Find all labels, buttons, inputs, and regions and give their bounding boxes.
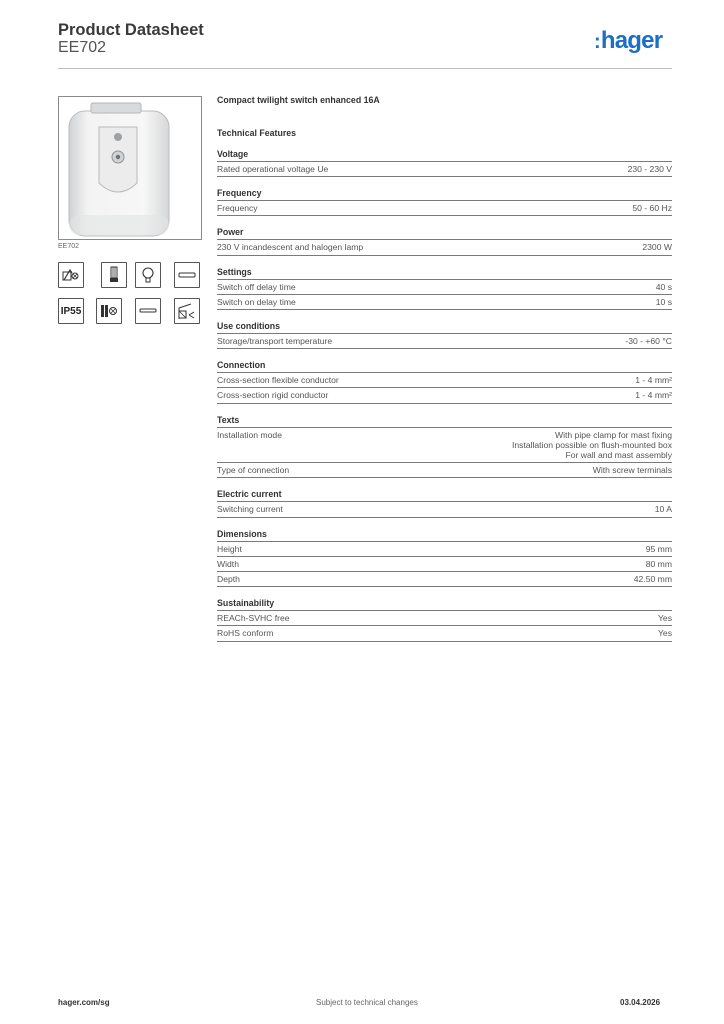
spec-group-title: Sustainability — [217, 598, 275, 609]
spec-row — [217, 372, 672, 387]
spec-group — [217, 149, 672, 177]
spec-group — [217, 188, 672, 216]
spec-group — [217, 360, 672, 403]
ip55-label: IP55 — [60, 305, 82, 317]
spec-value: 10 A — [654, 504, 672, 515]
spec-label: Installation mode — [217, 429, 282, 440]
spec-group-title: Settings — [217, 266, 252, 277]
footer-notice: Subject to technical changes — [316, 998, 418, 1007]
spec-groups — [217, 149, 672, 642]
features-title: Technical Features — [217, 128, 297, 138]
spec-label: Cross-section flexible conductor — [217, 375, 339, 386]
spec-value: 80 mm — [645, 558, 672, 569]
halogen-icon — [96, 298, 122, 324]
spec-group — [217, 598, 672, 641]
spec-value: 95 mm — [645, 543, 672, 554]
spec-value: With screw terminals — [592, 465, 672, 476]
spec-row — [217, 501, 672, 517]
spec-group — [217, 227, 672, 255]
page-title: Product Datasheet — [58, 21, 204, 39]
spec-row — [217, 333, 672, 349]
spec-row — [217, 200, 672, 216]
spec-group-title: Use conditions — [217, 321, 281, 332]
spec-value: Yes — [657, 613, 672, 624]
spec-value: Yes — [657, 628, 672, 639]
spec-row — [217, 625, 672, 641]
spec-row — [217, 556, 672, 571]
spec-value: With pipe clamp for mast fixing Installation possible on flush-mounted box For wall and mast assembly — [511, 429, 672, 461]
spec-group — [217, 267, 672, 310]
spec-value: 2300 W — [642, 242, 672, 253]
spec-label: Storage/transport temperature — [217, 336, 333, 347]
led-tube-icon — [135, 298, 161, 324]
tube-lamp-icon — [174, 262, 200, 288]
spec-label: Depth — [217, 574, 240, 585]
spec-label: Switch off delay time — [217, 281, 296, 292]
spec-group-title: Frequency — [217, 188, 262, 199]
footer-website[interactable]: hager.com/sg — [58, 998, 110, 1007]
spec-label: Width — [217, 558, 239, 569]
hager-logo — [594, 27, 662, 55]
spec-row — [217, 239, 672, 255]
spec-row — [217, 571, 672, 587]
spec-label: Height — [217, 543, 242, 554]
spec-row — [217, 161, 672, 177]
product-description: Compact twilight switch enhanced 16A — [217, 95, 380, 105]
spec-group-title: Dimensions — [217, 528, 267, 539]
spec-group-title: Electric current — [217, 489, 282, 500]
light-sensor-icon — [58, 262, 84, 288]
spec-row — [217, 541, 672, 556]
product-image — [58, 96, 202, 240]
spec-value: 1 - 4 mm² — [635, 375, 672, 386]
spec-label: Type of connection — [217, 465, 290, 476]
spec-label: Rated operational voltage Ue — [217, 164, 329, 174]
footer-date: 03.04.2026 — [620, 998, 661, 1007]
spec-group — [217, 321, 672, 349]
spec-label: 230 V incandescent and halogen lamp — [217, 242, 364, 253]
spec-value: 1 - 4 mm² — [635, 390, 672, 401]
spec-value: 40 s — [655, 281, 672, 292]
spec-row — [217, 427, 672, 463]
spec-group-title: Texts — [217, 414, 240, 425]
spec-value: 42.50 mm — [633, 574, 672, 585]
spec-row — [217, 387, 672, 403]
spec-group — [217, 529, 672, 588]
product-code: EE702 — [58, 39, 107, 56]
logo-prefix: : — [594, 31, 600, 53]
fluorescent-lamp-icon — [101, 262, 127, 288]
spec-group — [217, 489, 672, 517]
spec-row — [217, 610, 672, 625]
spec-label: REACh-SVHC free — [217, 613, 290, 624]
spec-label: Switching current — [217, 504, 283, 515]
spec-label: Cross-section rigid conductor — [217, 390, 329, 401]
bulb-icon — [135, 262, 161, 288]
spec-content — [217, 95, 672, 642]
image-caption: EE702 — [58, 243, 80, 250]
spec-row — [217, 294, 672, 310]
spec-group-title: Voltage — [217, 149, 249, 159]
spec-label: Frequency — [217, 203, 258, 214]
spec-label: RoHS conform — [217, 628, 274, 639]
logo-text: hager — [600, 27, 663, 54]
spec-group-title: Connection — [217, 360, 266, 371]
mounting-icon — [174, 298, 200, 324]
ip55-icon — [58, 298, 84, 324]
spec-value: -30 - +60 °C — [625, 336, 672, 347]
spec-value: 10 s — [655, 296, 672, 307]
spec-row — [217, 462, 672, 478]
product-photo-icon — [59, 97, 201, 239]
spec-value: 230 - 230 V — [627, 164, 672, 174]
spec-row — [217, 279, 672, 294]
spec-label: Switch on delay time — [217, 296, 296, 307]
spec-group-title: Power — [217, 227, 244, 238]
header-divider — [58, 68, 672, 69]
spec-group — [217, 415, 672, 479]
spec-value: 50 - 60 Hz — [632, 203, 672, 214]
